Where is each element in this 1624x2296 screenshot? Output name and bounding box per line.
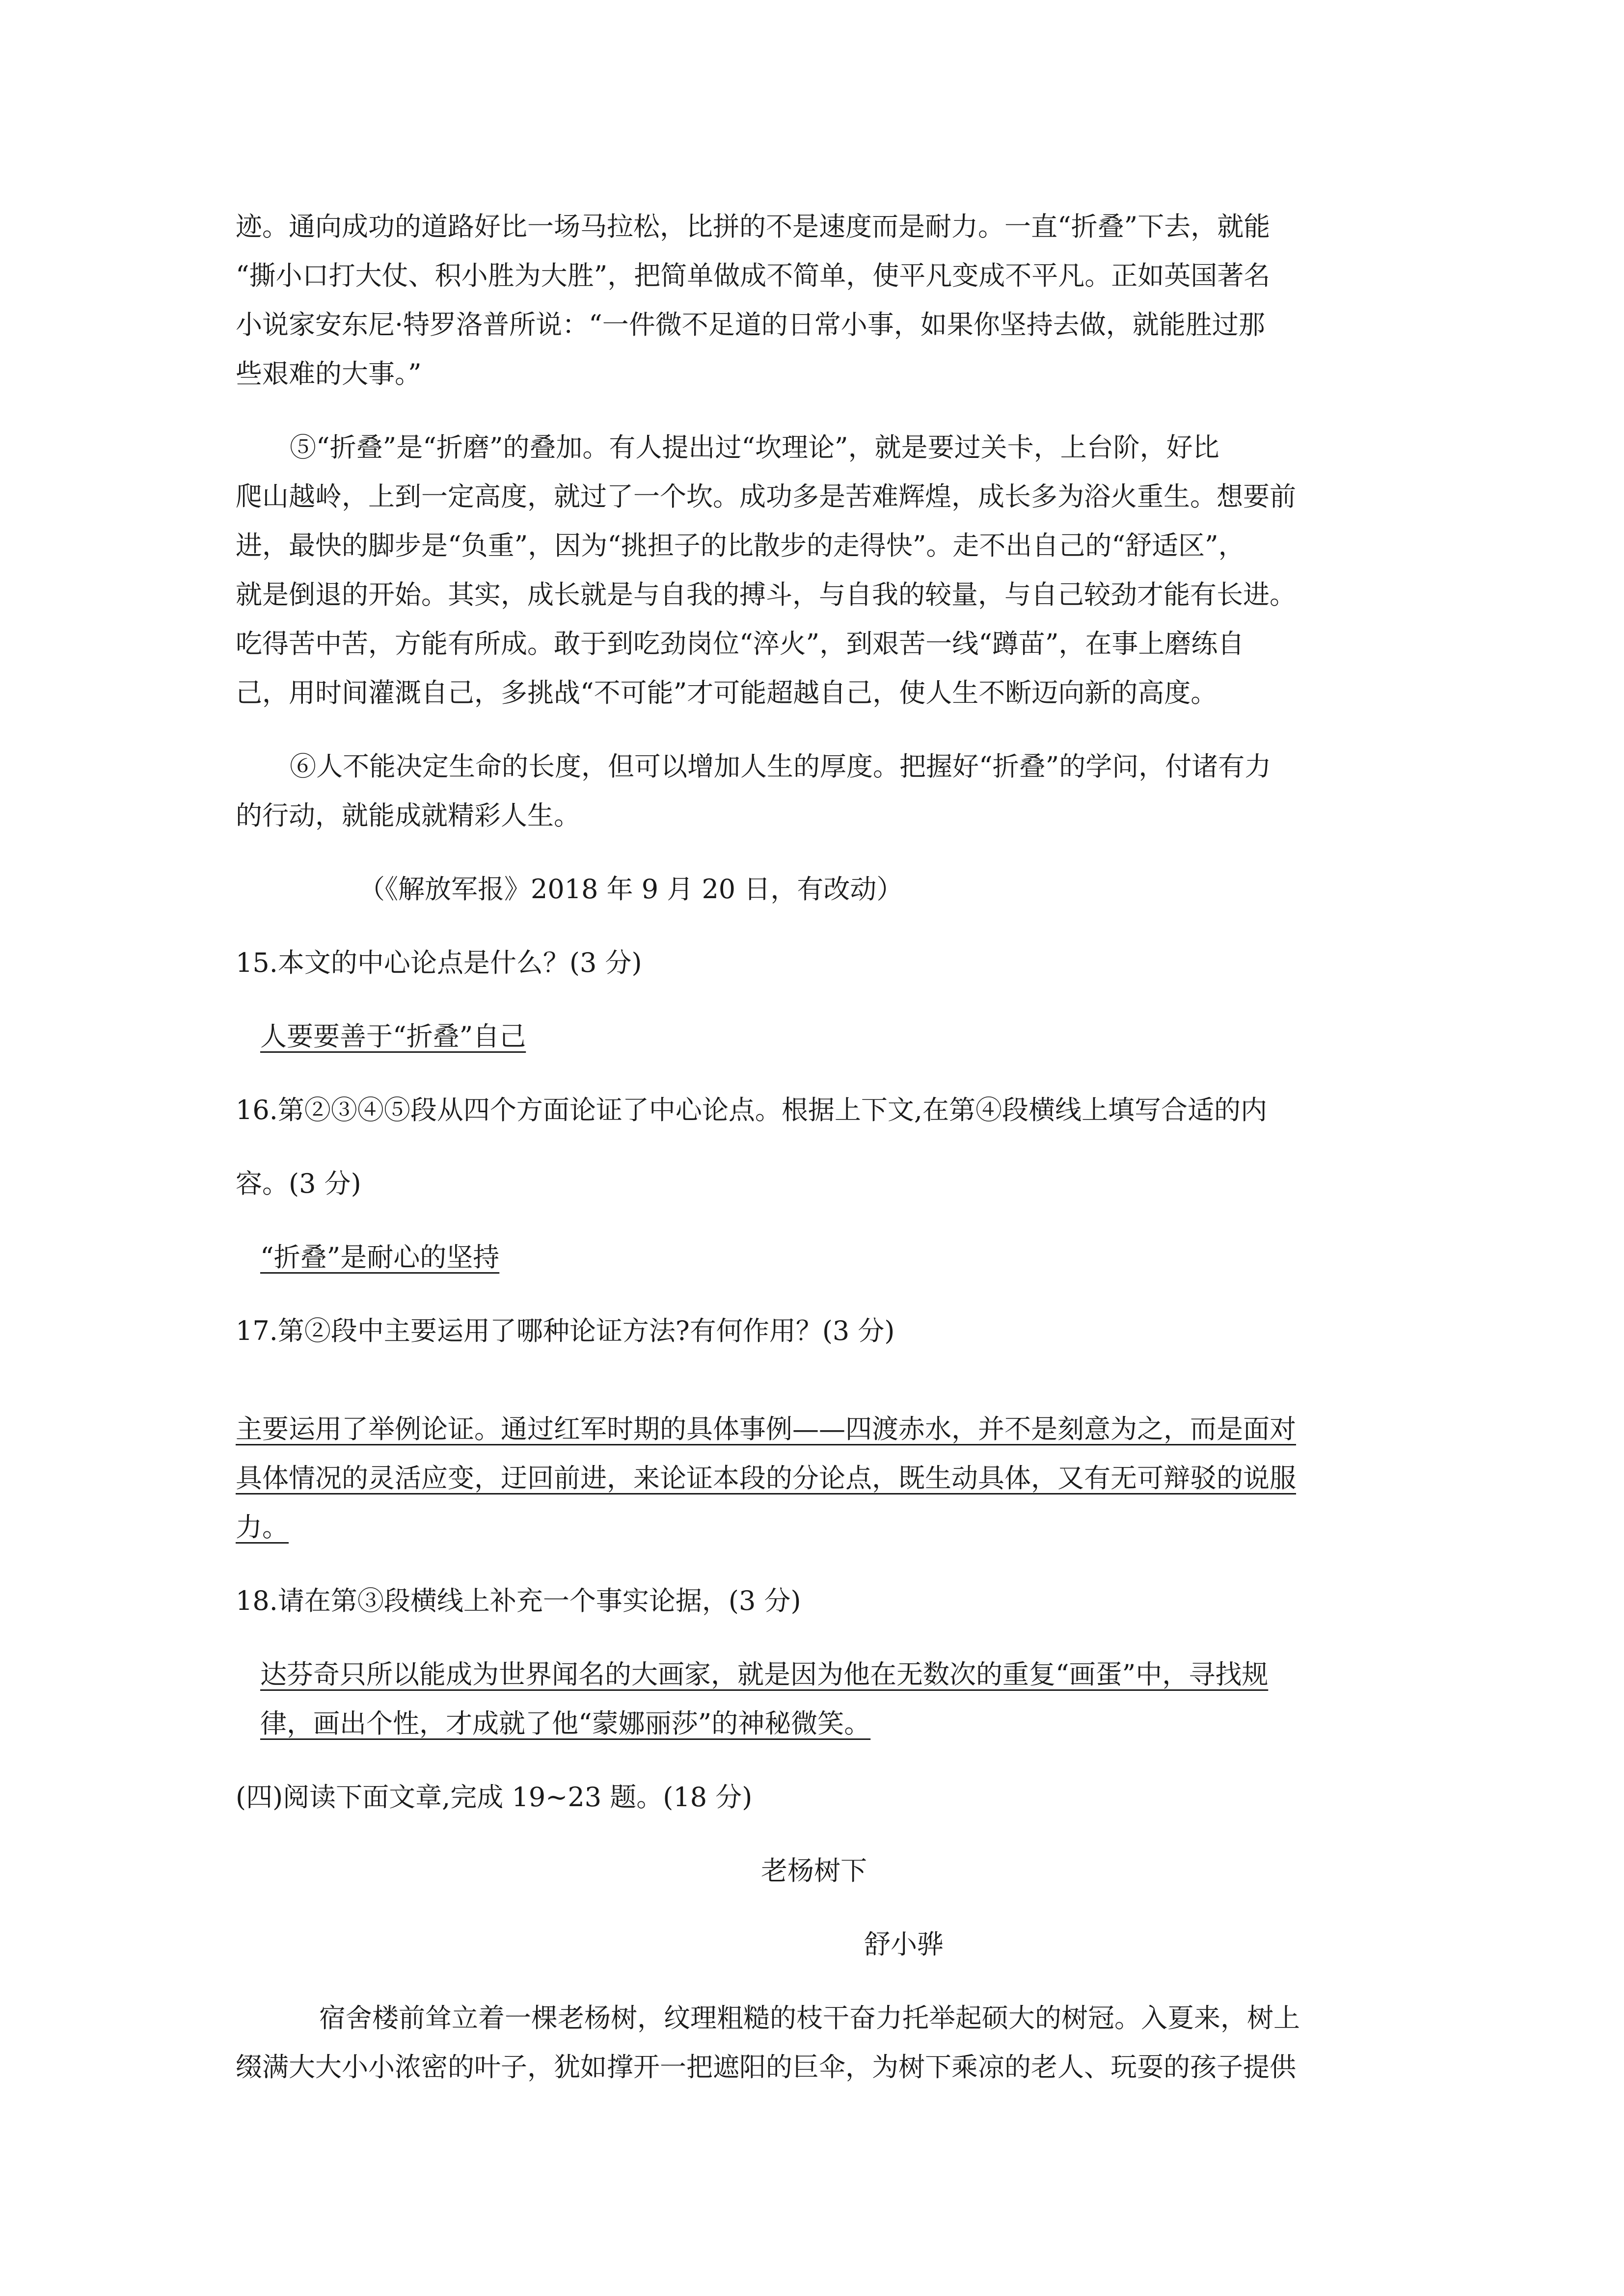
answer-17-line: 具体情况的灵活应变，迂回前进，来论证本段的分论点，既生动具体，又有无可辩驳的说服	[236, 1463, 1296, 1494]
body-line: 小说家安东尼·特罗洛普所说：“一件微不足道的日常小事，如果你坚持去做，就能胜过那	[236, 309, 1265, 340]
question-18: 18.请在第③段横线上补充一个事实论据，(3 分)	[236, 1585, 801, 1616]
body-line: ⑤“折叠”是“折磨”的叠加。有人提出过“坎理论”，就是要过关卡，上台阶，好比	[290, 432, 1219, 463]
section-heading: (四)阅读下面文章,完成 19~23 题。(18 分)	[236, 1782, 753, 1813]
question-17: 17.第②段中主要运用了哪种论证方法?有何作用？(3 分)	[236, 1315, 895, 1346]
body-line: 进，最快的脚步是“负重”，因为“挑担子的比散步的走得快”。走不出自己的“舒适区”，	[236, 530, 1245, 561]
question-16-cont: 容。(3 分)	[236, 1168, 361, 1199]
source-citation: （《解放军报》2018 年 9 月 20 日，有改动）	[358, 874, 903, 905]
body-line: “撕小口打大仗、积小胜为大胜”，把简单做成不简单，使平凡变成不平凡。正如英国著名	[236, 260, 1271, 291]
answer-18-line: 达芬奇只所以能成为世界闻名的大画家，就是因为他在无数次的重复“画蛋”中，寻找规	[260, 1659, 1269, 1690]
question-16: 16.第②③④⑤段从四个方面论证了中心论点。根据上下文,在第④段横线上填写合适的内	[236, 1095, 1268, 1125]
body-line: 爬山越岭，上到一定高度，就过了一个坎。成功多是苦难辉煌，成长多为浴火重生。想要前	[236, 481, 1296, 512]
answer-18-line: 律，画出个性，才成就了他“蒙娜丽莎”的神秘微笑。	[260, 1708, 871, 1739]
question-15: 15.本文的中心论点是什么？(3 分)	[236, 947, 642, 978]
answer-17-line: 主要运用了举例论证。通过红军时期的具体事例——四渡赤水，并不是刻意为之，而是面对	[236, 1414, 1296, 1444]
body-line: 就是倒退的开始。其实，成长就是与自我的搏斗，与自我的较量，与自己较劲才能有长进。	[236, 579, 1296, 610]
body-line: 迹。通向成功的道路好比一场马拉松，比拼的不是速度而是耐力。一直“折叠”下去，就能	[236, 211, 1271, 242]
body-line: 宿舍楼前耸立着一棵老杨树，纹理粗糙的枝干奋力托举起硕大的树冠。入夏来，树上	[319, 2002, 1300, 2033]
answer-16: “折叠”是耐心的坚持	[260, 1242, 500, 1273]
body-line: 缀满大大小小浓密的叶子，犹如撑开一把遮阳的巨伞，为树下乘凉的老人、玩耍的孩子提供	[236, 2052, 1296, 2082]
body-line: 些艰难的大事。”	[236, 358, 422, 389]
body-line: 的行动，就能成就精彩人生。	[236, 800, 580, 831]
article-author: 舒小骅	[864, 1929, 944, 1960]
body-line: ⑥人不能决定生命的长度，但可以增加人生的厚度。把握好“折叠”的学问，付诸有力	[290, 751, 1272, 782]
body-line: 吃得苦中苦，方能有所成。敢于到吃劲岗位“淬火”，到艰苦一线“蹲苗”，在事上磨练自	[236, 628, 1245, 659]
body-line: 己，用时间灌溉自己，多挑战“不可能”才可能超越自己，使人生不断迈向新的高度。	[236, 677, 1218, 708]
answer-15: 人要要善于“折叠”自己	[260, 1021, 526, 1052]
article-title: 老杨树下	[761, 1855, 867, 1886]
answer-17-line: 力。	[236, 1512, 289, 1543]
